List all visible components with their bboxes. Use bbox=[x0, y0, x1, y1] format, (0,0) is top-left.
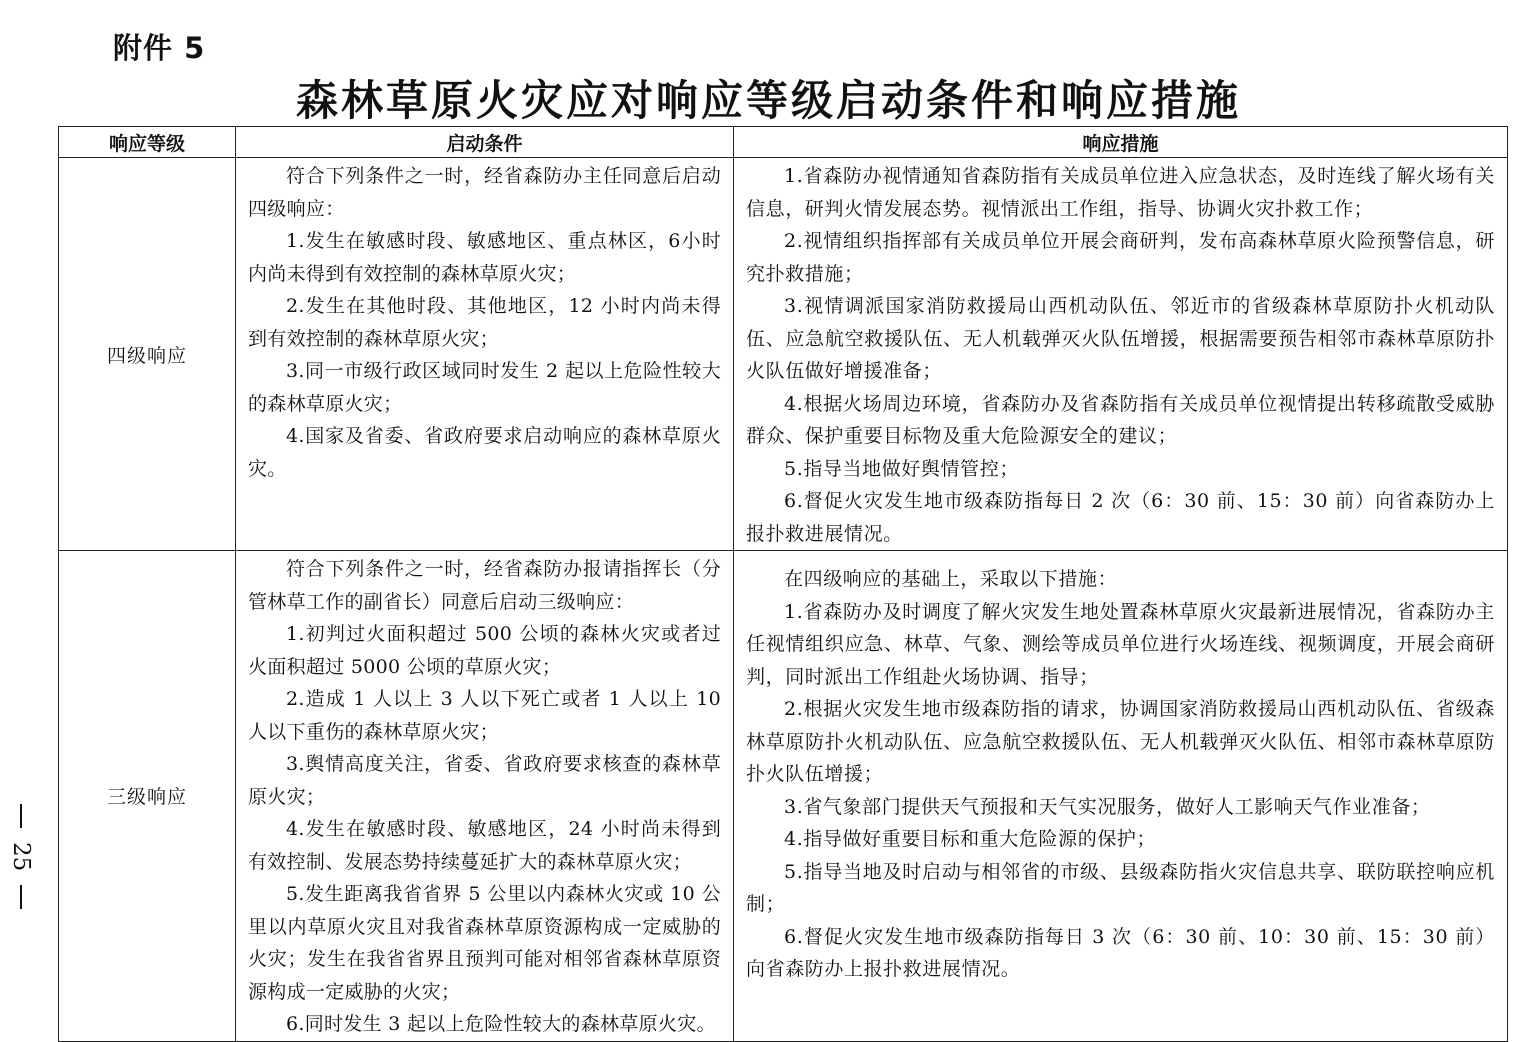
condition-item: 5.发生距离我省省界 5 公里以内森林火灾或 10 公里以内草原火灾且对我省森林草原资源构成一定威胁的火灾；发生在我省省界且预判可能对相邻省森林草原资源构成一定威胁的火灾； bbox=[248, 883, 721, 1003]
condition-item: 2.发生在其他时段、其他地区，12 小时内尚未得到有效控制的森林草原火灾； bbox=[248, 295, 721, 350]
measure-item: 6.督促火灾发生地市级森防指每日 3 次（6：30 前、10：30 前、15：30 前）向省森防办上报扑救进展情况。 bbox=[746, 925, 1495, 980]
measure-item: 6.督促火灾发生地市级森防指每日 2 次（6：30 前、15：30 前）向省森防办上报扑救进展情况。 bbox=[746, 490, 1495, 545]
condition-item: 符合下列条件之一时，经省森防办报请指挥长（分管林草工作的副省长）同意后启动三级响应： bbox=[248, 558, 721, 613]
measure-item: 1.省森防办及时调度了解火灾发生地处置森林草原火灾最新进展情况，省森防办主任视情组织应急、林草、气象、测绘等成员单位进行火场连线、视频调度，开展会商研判，同时派出工作组赴火场协调、指导； bbox=[746, 600, 1495, 688]
measure-item: 在四级响应的基础上，采取以下措施： bbox=[784, 568, 1118, 590]
conditions-cell bbox=[236, 551, 734, 1042]
document-title: 森林草原火灾应对响应等级启动条件和响应措施 bbox=[295, 76, 1241, 125]
level-cell: 三级响应 bbox=[59, 551, 236, 1042]
header-level: 响应等级 bbox=[59, 127, 236, 158]
condition-item: 3.舆情高度关注，省委、省政府要求核查的森林草原火灾； bbox=[248, 753, 721, 808]
table-header-row bbox=[59, 127, 1508, 158]
measure-item: 5.指导当地及时启动与相邻省的市级、县级森防指火灾信息共享、联防联控响应机制； bbox=[746, 860, 1495, 915]
header-measures: 响应措施 bbox=[734, 127, 1508, 158]
measure-item: 1.省森防办视情通知省森防指有关成员单位进入应急状态，及时连线了解火场有关信息，研判火情发展态势。视情派出工作组，指导、协调火灾扑救工作； bbox=[746, 165, 1495, 220]
measure-item: 3.省气象部门提供天气预报和天气实况服务，做好人工影响天气作业准备； bbox=[784, 795, 1431, 818]
condition-item: 2.造成 1 人以上 3 人以下死亡或者 1 人以上 10 人以下重伤的森林草原火灾； bbox=[248, 688, 721, 743]
measures-cell bbox=[734, 551, 1508, 1042]
attachment-label: 附件 5 bbox=[113, 31, 206, 65]
condition-item: 4.国家及省委、省政府要求启动响应的森林草原火灾。 bbox=[248, 425, 721, 480]
measures-cell bbox=[734, 158, 1508, 551]
measure-item: 3.视情调派国家消防救援局山西机动队伍、邻近市的省级森林草原防扑火机动队伍、应急航空救援队伍、无人机载弹灭火队伍增援，根据需要预告相邻市森林草原防扑火队伍做好增援准备； bbox=[746, 295, 1495, 382]
condition-item: 3.同一市级行政区域同时发生 2 起以上危险性较大的森林草原火灾； bbox=[248, 360, 721, 415]
table-row-level-4 bbox=[59, 158, 1508, 551]
condition-item: 1.初判过火面积超过 500 公顷的森林火灾或者过火面积超过 5000 公顷的草原火灾； bbox=[248, 623, 721, 678]
condition-item: 1.发生在敏感时段、敏感地区、重点林区，6小时内尚未得到有效控制的森林草原火灾； bbox=[248, 230, 721, 285]
measure-item: 5.指导当地做好舆情管控； bbox=[784, 457, 1019, 480]
condition-item: 符合下列条件之一时，经省森防办主任同意后启动四级响应： bbox=[248, 165, 721, 220]
response-table bbox=[58, 126, 1508, 1042]
page-number-text: 25 bbox=[8, 842, 34, 872]
measure-item: 2.根据火灾发生地市级森防指的请求，协调国家消防救援局山西机动队伍、省级森林草原防扑火机动队伍、应急航空救援队伍、无人机载弹灭火队伍、相邻市森林草原防扑火队伍增援； bbox=[746, 698, 1495, 785]
page-number bbox=[4, 800, 38, 913]
level-cell: 四级响应 bbox=[59, 158, 236, 551]
header-conditions: 启动条件 bbox=[236, 127, 734, 158]
measure-item: 2.视情组织指挥部有关成员单位开展会商研判，发布高森林草原火险预警信息，研究扑救措施； bbox=[746, 230, 1495, 285]
measure-item: 4.指导做好重要目标和重大危险源的保护； bbox=[784, 828, 1157, 850]
condition-item: 4.发生在敏感时段、敏感地区，24 小时尚未得到有效控制、发展态势持续蔓延扩大的森林草原火灾； bbox=[248, 818, 721, 873]
page-number-dash-bottom bbox=[20, 885, 22, 909]
conditions-cell bbox=[236, 158, 734, 551]
table-row-level-3 bbox=[59, 551, 1508, 1042]
condition-item: 6.同时发生 3 起以上危险性较大的森林草原火灾。 bbox=[286, 1013, 716, 1035]
page-number-dash-top bbox=[20, 804, 22, 828]
measure-item: 4.根据火场周边环境，省森防办及省森防指有关成员单位视情提出转移疏散受威胁群众、保护重要目标物及重大危险源安全的建议； bbox=[746, 392, 1495, 447]
measures-top-spacer bbox=[746, 553, 1495, 563]
